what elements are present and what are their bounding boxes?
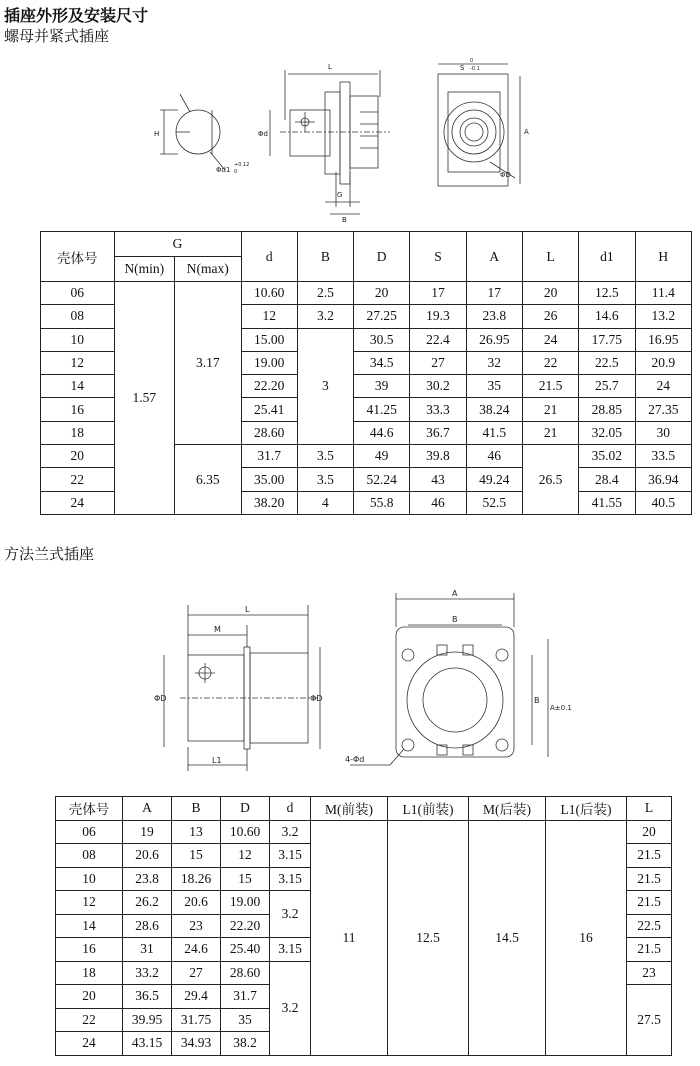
dim-label-M: M: [214, 625, 221, 634]
cell-d: 15.00: [241, 328, 297, 351]
cell-d1: 41.55: [579, 491, 635, 514]
jam-nut-receptacle-drawing: [150, 52, 550, 227]
cell-shell: 10: [56, 867, 123, 891]
cell-n-max: 3.17: [175, 282, 241, 445]
cell-d1: 22.5: [579, 351, 635, 374]
dim-label-A-tolerance: A±0.1: [550, 704, 572, 712]
table-header-row: [56, 797, 672, 821]
dim-label-L1: L1: [212, 756, 222, 765]
cell-L: 20: [522, 282, 578, 305]
header-d: d: [241, 232, 297, 282]
cell-B: 18.26: [172, 867, 221, 891]
cell-shell: 16: [56, 938, 123, 962]
cell-A: 38.24: [466, 398, 522, 421]
cell-shell: 22: [56, 1008, 123, 1032]
header-d1: d1: [579, 232, 635, 282]
header-H: H: [635, 232, 691, 282]
cell-shell: 16: [41, 398, 115, 421]
header-shell-size: 壳体号: [41, 232, 115, 282]
dim-label-L: L: [328, 63, 332, 71]
cell-D: 28.60: [221, 961, 270, 985]
dim-label-A: A: [452, 589, 458, 598]
dim-label-H: H: [154, 130, 160, 138]
header-D: D: [353, 232, 409, 282]
header-n-max: N(max): [175, 257, 241, 282]
dim-label-phi-D: ΦD: [500, 171, 511, 179]
cell-L: 23: [627, 961, 672, 985]
cell-S: 33.3: [410, 398, 466, 421]
header-n-min: N(min): [114, 257, 175, 282]
cell-B: 3: [297, 328, 353, 444]
cell-d1: 12.5: [579, 282, 635, 305]
cell-m-rear: 14.5: [469, 820, 546, 1055]
cell-A: 36.5: [123, 985, 172, 1009]
cell-d: 10.60: [241, 282, 297, 305]
cell-d: 19.00: [241, 351, 297, 374]
cell-shell: 06: [56, 820, 123, 844]
cell-B: 4: [297, 491, 353, 514]
dim-label-holes: 4-Φd: [345, 755, 365, 764]
cell-D: 34.5: [353, 351, 409, 374]
header-B: B: [297, 232, 353, 282]
cell-S: 36.7: [410, 421, 466, 444]
cell-shell: 12: [41, 351, 115, 374]
cell-shell: 08: [41, 305, 115, 328]
header-D: D: [221, 797, 270, 821]
cell-H: 13.2: [635, 305, 691, 328]
cell-l1-rear: 16: [546, 820, 627, 1055]
cell-D: 49: [353, 445, 409, 468]
cell-D: 15: [221, 867, 270, 891]
cell-d1: 25.7: [579, 375, 635, 398]
header-l1-front: L1(前装): [388, 797, 469, 821]
cell-A: 23.8: [123, 867, 172, 891]
cell-H: 36.94: [635, 468, 691, 491]
cell-d1: 28.85: [579, 398, 635, 421]
cell-B: 31.75: [172, 1008, 221, 1032]
cell-shell: 18: [41, 421, 115, 444]
cell-shell: 14: [41, 375, 115, 398]
cell-A: 43.15: [123, 1032, 172, 1056]
cell-S: 39.8: [410, 445, 466, 468]
cell-B: 2.5: [297, 282, 353, 305]
header-shell-size: 壳体号: [56, 797, 123, 821]
cell-shell: 06: [41, 282, 115, 305]
table-header-row: [41, 232, 692, 257]
header-B: B: [172, 797, 221, 821]
cell-S: 46: [410, 491, 466, 514]
cell-d1: 32.05: [579, 421, 635, 444]
cell-shell: 24: [41, 491, 115, 514]
cell-D: 35: [221, 1008, 270, 1032]
cell-D: 10.60: [221, 820, 270, 844]
cell-H: 40.5: [635, 491, 691, 514]
cell-H: 30: [635, 421, 691, 444]
cell-shell: 14: [56, 914, 123, 938]
cell-D: 22.20: [221, 914, 270, 938]
cell-L: 21: [522, 398, 578, 421]
cell-S: 43: [410, 468, 466, 491]
cell-d: 22.20: [241, 375, 297, 398]
cell-d1: 28.4: [579, 468, 635, 491]
cell-A: 49.24: [466, 468, 522, 491]
header-l1-rear: L1(后装): [546, 797, 627, 821]
cell-S: 30.2: [410, 375, 466, 398]
cell-m-front: 11: [311, 820, 388, 1055]
dim-label-B: B: [342, 216, 347, 224]
cell-B: 15: [172, 844, 221, 868]
cell-L: 21: [522, 421, 578, 444]
cell-A: 52.5: [466, 491, 522, 514]
cell-d: 25.41: [241, 398, 297, 421]
cell-L: 22: [522, 351, 578, 374]
cell-S: 27: [410, 351, 466, 374]
header-m-rear: M(后装): [469, 797, 546, 821]
cell-L: 26.5: [522, 445, 578, 515]
section-title-nut-receptacle: 螺母并紧式插座: [4, 27, 110, 45]
cell-D: 41.25: [353, 398, 409, 421]
header-A: A: [123, 797, 172, 821]
cell-d: 3.2: [270, 891, 311, 938]
cell-L: 21.5: [522, 375, 578, 398]
cell-shell: 22: [41, 468, 115, 491]
cell-shell: 20: [41, 445, 115, 468]
dim-label-L: L: [245, 605, 250, 614]
cell-L: 26: [522, 305, 578, 328]
cell-A: 19: [123, 820, 172, 844]
cell-A: 17: [466, 282, 522, 305]
cell-S: 17: [410, 282, 466, 305]
cell-D: 20: [353, 282, 409, 305]
cell-H: 27.35: [635, 398, 691, 421]
cell-A: 28.6: [123, 914, 172, 938]
cell-H: 24: [635, 375, 691, 398]
cell-d1: 14.6: [579, 305, 635, 328]
cell-B: 23: [172, 914, 221, 938]
header-L: L: [522, 232, 578, 282]
cell-B: 29.4: [172, 985, 221, 1009]
cell-B: 20.6: [172, 891, 221, 915]
cell-n-max: 6.35: [175, 445, 241, 515]
dim-label-B-side: B: [534, 696, 540, 705]
section-title-flange-receptacle: 方法兰式插座: [4, 545, 95, 563]
dim-label-A: A: [524, 128, 529, 136]
cell-A: 23.8: [466, 305, 522, 328]
cell-d: 31.7: [241, 445, 297, 468]
cell-A: 33.2: [123, 961, 172, 985]
cell-B: 3.5: [297, 445, 353, 468]
cell-L: 21.5: [627, 938, 672, 962]
dim-label-S: S: [460, 64, 465, 72]
cell-D: 39: [353, 375, 409, 398]
flange-receptacle-dimension-table: [55, 796, 672, 1056]
cell-B: 27: [172, 961, 221, 985]
cell-H: 11.4: [635, 282, 691, 305]
cell-D: 30.5: [353, 328, 409, 351]
page-title: 插座外形及安装尺寸: [4, 6, 149, 25]
cell-D: 12: [221, 844, 270, 868]
cell-B: 24.6: [172, 938, 221, 962]
cell-n-min: 1.57: [114, 282, 175, 515]
header-S: S: [410, 232, 466, 282]
dim-label-G: G: [337, 191, 343, 199]
cell-D: 25.40: [221, 938, 270, 962]
cell-A: 46: [466, 445, 522, 468]
cell-D: 31.7: [221, 985, 270, 1009]
cell-d: 3.2: [270, 961, 311, 1055]
cell-L: 24: [522, 328, 578, 351]
cell-L: 27.5: [627, 985, 672, 1056]
cell-D: 55.8: [353, 491, 409, 514]
cell-A: 32: [466, 351, 522, 374]
dim-label-d1-tolerance-upper: +0.12: [234, 162, 250, 168]
cell-L: 22.5: [627, 914, 672, 938]
header-m-front: M(前装): [311, 797, 388, 821]
table-row: [56, 820, 672, 844]
cell-d: 3.15: [270, 867, 311, 891]
nut-receptacle-dimension-table: [40, 231, 692, 515]
cell-d: 3.2: [270, 820, 311, 844]
dim-label-S-tolerance-lower: -0.1: [470, 66, 480, 72]
cell-L: 21.5: [627, 867, 672, 891]
cell-d: 3.15: [270, 844, 311, 868]
cell-D: 52.24: [353, 468, 409, 491]
cell-L: 21.5: [627, 844, 672, 868]
cell-D: 44.6: [353, 421, 409, 444]
header-A: A: [466, 232, 522, 282]
header-G: G: [114, 232, 241, 257]
cell-L: 20: [627, 820, 672, 844]
cell-L: 21.5: [627, 891, 672, 915]
cell-A: 35: [466, 375, 522, 398]
cell-S: 19.3: [410, 305, 466, 328]
cell-A: 26.95: [466, 328, 522, 351]
dim-label-S-tolerance-upper: 0: [470, 58, 474, 64]
cell-A: 31: [123, 938, 172, 962]
cell-H: 20.9: [635, 351, 691, 374]
cell-shell: 20: [56, 985, 123, 1009]
cell-d: 38.20: [241, 491, 297, 514]
cell-l1-front: 12.5: [388, 820, 469, 1055]
cell-B: 13: [172, 820, 221, 844]
dim-label-B: B: [452, 615, 458, 624]
cell-d1: 35.02: [579, 445, 635, 468]
cell-shell: 08: [56, 844, 123, 868]
cell-d1: 17.75: [579, 328, 635, 351]
cell-A: 26.2: [123, 891, 172, 915]
dim-label-phi-d1: Φd1: [216, 166, 231, 174]
cell-H: 33.5: [635, 445, 691, 468]
cell-B: 3.2: [297, 305, 353, 328]
cell-D: 38.2: [221, 1032, 270, 1056]
cell-D: 19.00: [221, 891, 270, 915]
cell-d: 3.15: [270, 938, 311, 962]
cell-B: 3.5: [297, 468, 353, 491]
cell-A: 41.5: [466, 421, 522, 444]
dim-label-phi-D-left: ΦD: [154, 694, 167, 703]
cell-shell: 24: [56, 1032, 123, 1056]
cell-A: 39.95: [123, 1008, 172, 1032]
cell-A: 20.6: [123, 844, 172, 868]
cell-d: 12: [241, 305, 297, 328]
cell-d: 35.00: [241, 468, 297, 491]
cell-d: 28.60: [241, 421, 297, 444]
cell-shell: 18: [56, 961, 123, 985]
header-L: L: [627, 797, 672, 821]
header-d: d: [270, 797, 311, 821]
cell-H: 16.95: [635, 328, 691, 351]
dim-label-phi-D-right: ΦD: [310, 694, 323, 703]
dim-label-phi-d: Φd: [258, 130, 268, 138]
cell-shell: 12: [56, 891, 123, 915]
cell-S: 22.4: [410, 328, 466, 351]
cell-D: 27.25: [353, 305, 409, 328]
dim-label-d1-tolerance-lower: 0: [234, 169, 238, 175]
flange-receptacle-drawing: [150, 585, 580, 780]
cell-B: 34.93: [172, 1032, 221, 1056]
table-row: [41, 282, 692, 305]
cell-shell: 10: [41, 328, 115, 351]
